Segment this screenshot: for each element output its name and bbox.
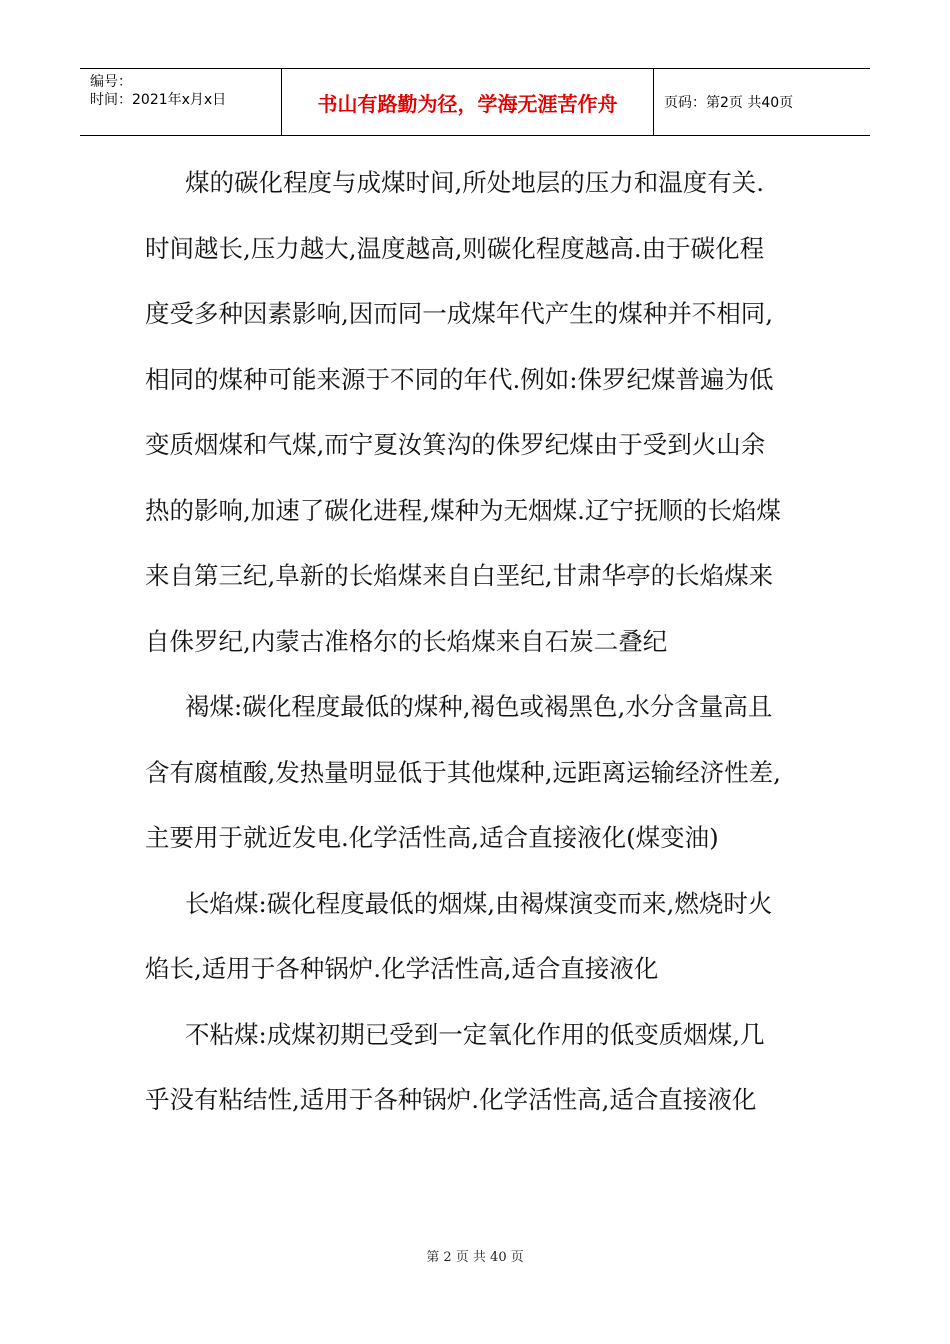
document-header bbox=[80, 68, 870, 136]
body-line: 来自第三纪,阜新的长焰煤来自白垩纪,甘肃华亭的长焰煤来 bbox=[145, 561, 774, 590]
body-line: 煤的碳化程度与成煤时间,所处地层的压力和温度有关. bbox=[185, 168, 765, 197]
body-line: 焰长,适用于各种锅炉.化学活性高,适合直接液化 bbox=[145, 954, 659, 983]
body-line: 主要用于就近发电.化学活性高,适合直接液化(煤变油) bbox=[145, 823, 719, 852]
body-line: 变质烟煤和气煤,而宁夏汝箕沟的侏罗纪煤由于受到火山余 bbox=[145, 430, 766, 459]
document-body bbox=[145, 150, 825, 1133]
body-line: 度受多种因素影响,因而同一成煤年代产生的煤种并不相同, bbox=[145, 299, 774, 328]
body-line: 自侏罗纪,内蒙古准格尔的长焰煤来自石炭二叠纪 bbox=[145, 626, 668, 656]
header-motto: 书山有路勤为径，学海无涯苦作舟 bbox=[282, 69, 654, 135]
body-line: 热的影响,加速了碳化进程,煤种为无烟煤.辽宁抚顺的长焰煤 bbox=[145, 495, 781, 525]
header-page-info: 页码：第2页 共40页 bbox=[664, 95, 794, 111]
body-line: 时间越长,压力越大,温度越高,则碳化程度越高.由于碳化程 bbox=[145, 233, 765, 263]
body-line: 褐煤:碳化程度最低的煤种,褐色或褐黑色,水分含量高且 bbox=[185, 692, 773, 721]
number-label: 编号： bbox=[90, 74, 132, 90]
time-label: 时间：2021年x月x日 bbox=[90, 92, 227, 108]
body-line: 乎没有粘结性,适用于各种锅炉.化学活性高,适合直接液化 bbox=[145, 1085, 757, 1114]
body-line: 长焰煤:碳化程度最低的烟煤,由褐煤演变而来,燃烧时火 bbox=[185, 888, 773, 918]
body-line: 含有腐植酸,发热量明显低于其他煤种,远距离运输经济性差, bbox=[145, 757, 781, 787]
page-footer: 第 2 页 共 40 页 bbox=[426, 1250, 524, 1265]
header-meta-cell bbox=[80, 69, 282, 135]
body-line: 不粘煤:成煤初期已受到一定氧化作用的低变质烟煤,几 bbox=[185, 1019, 765, 1049]
body-line: 相同的煤种可能来源于不同的年代.例如:侏罗纪煤普遍为低 bbox=[145, 364, 774, 394]
